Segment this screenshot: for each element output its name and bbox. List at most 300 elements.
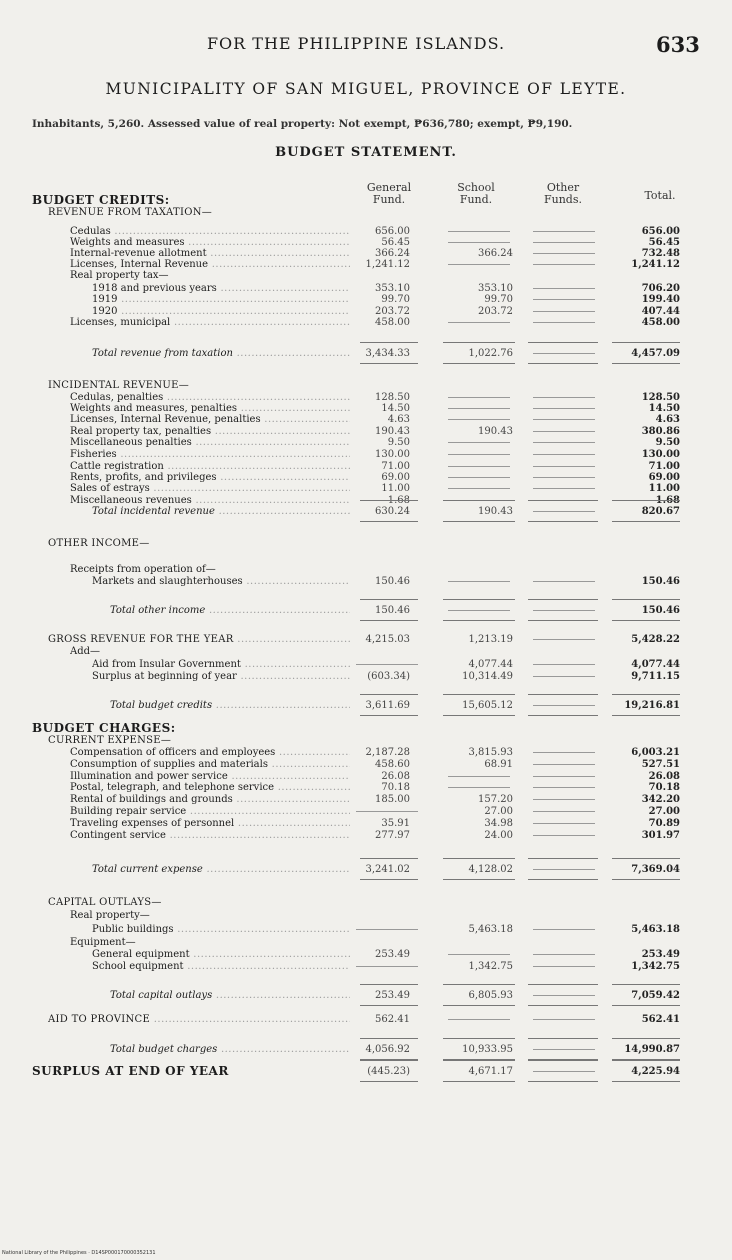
cell-general: 70.18 — [381, 782, 410, 793]
empty-cell-dash — [448, 610, 510, 611]
cell-total: 820.67 — [641, 506, 680, 517]
rule-below-total — [360, 1081, 418, 1082]
empty-cell-dash — [533, 676, 595, 677]
table-row — [0, 924, 732, 935]
cell-general: 203.72 — [375, 306, 410, 317]
cell-general: 458.60 — [375, 759, 410, 770]
cell-total: 301.97 — [641, 830, 680, 841]
empty-cell-dash — [533, 477, 595, 478]
empty-cell-dash — [533, 431, 595, 432]
page-number: 633 — [656, 32, 700, 57]
row-label: Sales of estrays ..... — [70, 483, 350, 494]
cell-total: 1,342.75 — [631, 961, 680, 972]
empty-cell-dash — [533, 253, 595, 254]
empty-cell-dash — [448, 477, 510, 478]
cell-total: 1.68 — [655, 495, 680, 506]
row-label: Total budget credits ..... — [110, 700, 350, 711]
table-row — [0, 806, 732, 817]
cell-total: 150.46 — [641, 605, 680, 616]
cell-general: 562.41 — [375, 1014, 410, 1025]
table-row — [0, 207, 732, 218]
rule-above-total — [360, 1038, 418, 1039]
cell-school: 190.43 — [478, 426, 513, 437]
cell-total: 199.40 — [641, 294, 680, 305]
rule-above-total — [612, 500, 680, 501]
cell-general: 353.10 — [375, 283, 410, 294]
rule-below-total — [360, 521, 418, 522]
rule-above-total — [360, 599, 418, 600]
table-row — [0, 830, 732, 841]
empty-cell-dash — [533, 353, 595, 354]
table-row — [0, 605, 732, 616]
row-label: Real property— — [70, 910, 150, 921]
cell-total: 71.00 — [648, 461, 680, 472]
rule-above-total — [443, 1038, 515, 1039]
rule-below-total — [443, 1081, 515, 1082]
empty-cell-dash — [533, 954, 595, 955]
cell-school: 6,805.93 — [468, 990, 513, 1001]
empty-cell-dash — [533, 929, 595, 930]
cell-general: 253.49 — [375, 990, 410, 1001]
row-label: Fisheries ..... — [70, 449, 350, 460]
row-label: Total budget charges ..... — [110, 1044, 350, 1055]
cell-general: 4.63 — [387, 414, 410, 425]
row-label: Aid from Insular Government ..... — [92, 659, 350, 670]
row-label: Postal, telegraph, and telephone service ..... — [70, 782, 350, 793]
cell-total: 4,457.09 — [631, 348, 680, 359]
empty-cell-dash — [533, 1019, 595, 1020]
cell-general: 35.91 — [381, 818, 410, 829]
table-row — [0, 437, 732, 448]
table-row — [0, 723, 732, 734]
row-label: OTHER INCOME— — [48, 538, 150, 549]
row-label: Traveling expenses of personnel ..... — [70, 818, 350, 829]
cell-total: 69.00 — [648, 472, 680, 483]
empty-cell-dash — [448, 264, 510, 265]
row-label: School equipment ..... — [92, 961, 350, 972]
table-row — [0, 461, 732, 472]
row-label: Rents, profits, and privileges ..... — [70, 472, 350, 483]
cell-school: 157.20 — [478, 794, 513, 805]
cell-total: 70.89 — [648, 818, 680, 829]
cell-general: 277.97 — [375, 830, 410, 841]
empty-cell-dash — [533, 995, 595, 996]
cell-total: 7,059.42 — [631, 990, 680, 1001]
cell-general: 190.43 — [375, 426, 410, 437]
rule-above-total — [360, 342, 418, 343]
row-label: SURPLUS AT END OF YEAR — [32, 1066, 229, 1077]
row-label: Total incidental revenue ..... — [92, 506, 350, 517]
cell-general: 150.46 — [375, 605, 410, 616]
row-label: Cattle registration ..... — [70, 461, 350, 472]
cell-general: 2,187.28 — [365, 747, 410, 758]
cell-total: 4,077.44 — [631, 659, 680, 670]
table-row — [0, 747, 732, 758]
empty-cell-dash — [533, 787, 595, 788]
empty-cell-dash — [533, 705, 595, 706]
row-label: Markets and slaughterhouses ..... — [92, 576, 350, 587]
row-label: Contingent service ..... — [70, 830, 350, 841]
empty-cell-dash — [448, 776, 510, 777]
cell-general: 3,241.02 — [365, 864, 410, 875]
cell-school: 10,933.95 — [462, 1044, 513, 1055]
cell-total: 9,711.15 — [631, 671, 680, 682]
table-row — [0, 659, 732, 670]
table-row — [0, 414, 732, 425]
cell-total: 4,225.94 — [631, 1066, 680, 1077]
rule-below-total — [612, 879, 680, 880]
empty-cell-dash — [533, 823, 595, 824]
cell-general: 3,611.69 — [365, 700, 410, 711]
row-label: Illumination and power service ..... — [70, 771, 350, 782]
row-label: Total current expense ..... — [92, 864, 350, 875]
rule-below-total — [612, 620, 680, 621]
rule-below-total — [528, 620, 598, 621]
table-row — [0, 283, 732, 294]
cell-total: 26.08 — [648, 771, 680, 782]
empty-cell-dash — [533, 1071, 595, 1072]
cell-general: 458.00 — [375, 317, 410, 328]
empty-cell-dash — [533, 581, 595, 582]
cell-school: 24.00 — [484, 830, 513, 841]
row-label: Licenses, municipal ..... — [70, 317, 350, 328]
rule-above-total — [612, 342, 680, 343]
row-label: Consumption of supplies and materials ..... — [70, 759, 350, 770]
table-row — [0, 226, 732, 237]
cell-school: 366.24 — [478, 248, 513, 259]
rule-above-total — [443, 984, 515, 985]
cell-total: 1,241.12 — [631, 259, 680, 270]
empty-cell-dash — [533, 442, 595, 443]
table-row — [0, 990, 732, 1001]
row-label: General equipment ..... — [92, 949, 350, 960]
cell-total: 130.00 — [641, 449, 680, 460]
table-row — [0, 294, 732, 305]
empty-cell-dash — [448, 581, 510, 582]
rule-below-total — [360, 363, 418, 364]
cell-total: 11.00 — [648, 483, 680, 494]
row-label: 1918 and previous years ..... — [92, 283, 350, 294]
cell-total: 527.51 — [641, 759, 680, 770]
cell-school: 190.43 — [478, 506, 513, 517]
cell-general: 9.50 — [387, 437, 410, 448]
cell-general: 99.70 — [381, 294, 410, 305]
rule-above-total — [360, 858, 418, 859]
empty-cell-dash — [533, 764, 595, 765]
empty-cell-dash — [533, 869, 595, 870]
cell-total: 656.00 — [641, 226, 680, 237]
row-label: REVENUE FROM TAXATION— — [48, 207, 213, 218]
table-row — [0, 237, 732, 248]
empty-cell-dash — [533, 454, 595, 455]
table-row — [0, 403, 732, 414]
row-label: Total other income ..... — [110, 605, 350, 616]
rule-below-total — [360, 715, 418, 716]
cell-school: 1,342.75 — [468, 961, 513, 972]
table-row — [0, 576, 732, 587]
rule-above-total — [443, 500, 515, 501]
empty-cell-dash — [448, 954, 510, 955]
empty-cell-dash — [533, 408, 595, 409]
cell-school: 4,671.17 — [468, 1066, 513, 1077]
empty-cell-dash — [533, 397, 595, 398]
rule-above-total — [443, 694, 515, 695]
empty-cell-dash — [533, 610, 595, 611]
cell-total: 150.46 — [641, 576, 680, 587]
rule-below-total — [360, 879, 418, 880]
empty-cell-dash — [448, 466, 510, 467]
rule-below-total — [443, 521, 515, 522]
table-row — [0, 392, 732, 403]
row-label: CURRENT EXPENSE— — [48, 735, 172, 746]
row-label: Weights and measures ..... — [70, 237, 350, 248]
cell-general: 11.00 — [381, 483, 410, 494]
empty-cell-dash — [448, 419, 510, 420]
rule-below-total — [528, 521, 598, 522]
cell-general: 4,215.03 — [365, 634, 410, 645]
cell-total: 6,003.21 — [631, 747, 680, 758]
row-label: Surplus at beginning of year ..... — [92, 671, 350, 682]
cell-school: 27.00 — [484, 806, 513, 817]
rule-above-total — [360, 984, 418, 985]
cell-total: 4.63 — [655, 414, 680, 425]
cell-school: 68.91 — [484, 759, 513, 770]
empty-cell-dash — [533, 488, 595, 489]
empty-cell-dash — [533, 966, 595, 967]
column-header-school: School Fund. — [457, 181, 495, 206]
rule-above-total — [528, 1060, 598, 1061]
empty-cell-dash — [533, 288, 595, 289]
municipality-title: MUNICIPALITY OF SAN MIGUEL, PROVINCE OF LEYTE. — [105, 80, 627, 98]
row-label: Public buildings ..... — [92, 924, 350, 935]
empty-cell-dash — [533, 664, 595, 665]
rule-below-total — [443, 715, 515, 716]
table-row — [0, 910, 732, 921]
table-row — [0, 248, 732, 259]
cell-total: 19,216.81 — [624, 700, 680, 711]
rule-below-total — [612, 521, 680, 522]
table-row — [0, 506, 732, 517]
footer-credit: National Library of the Philippines · D14SP000170000352131 — [2, 1250, 156, 1256]
rule-above-total — [360, 500, 418, 501]
cell-general: 656.00 — [375, 226, 410, 237]
row-label: Total capital outlays ..... — [110, 990, 350, 1001]
table-row — [0, 195, 732, 206]
table-row — [0, 794, 732, 805]
cell-school: 34.98 — [484, 818, 513, 829]
empty-cell-dash — [356, 664, 418, 665]
cell-total: 458.00 — [641, 317, 680, 328]
table-row — [0, 426, 732, 437]
table-row — [0, 449, 732, 460]
empty-cell-dash — [448, 454, 510, 455]
empty-cell-dash — [448, 488, 510, 489]
cell-general: 630.24 — [375, 506, 410, 517]
rule-below-total — [612, 363, 680, 364]
rule-above-total — [443, 1060, 515, 1061]
empty-cell-dash — [448, 397, 510, 398]
cell-school: 3,815.93 — [468, 747, 513, 758]
cell-general: 69.00 — [381, 472, 410, 483]
cell-general: 56.45 — [381, 237, 410, 248]
rule-below-total — [528, 879, 598, 880]
cell-total: 253.49 — [641, 949, 680, 960]
empty-cell-dash — [448, 231, 510, 232]
row-label: Receipts from operation of— — [70, 564, 216, 575]
row-label: Equipment— — [70, 937, 136, 948]
cell-school: 5,463.18 — [468, 924, 513, 935]
rule-below-total — [528, 715, 598, 716]
cell-general: 130.00 — [375, 449, 410, 460]
table-row — [0, 646, 732, 657]
row-label: BUDGET CHARGES: — [32, 723, 176, 734]
rule-below-total — [612, 1005, 680, 1006]
table-row — [0, 634, 732, 645]
empty-cell-dash — [533, 466, 595, 467]
cell-total: 5,463.18 — [631, 924, 680, 935]
row-label: Cedulas ..... — [70, 226, 350, 237]
rule-below-total — [443, 1005, 515, 1006]
inhabitants-line: Inhabitants, 5,260. Assessed value of real property: Not exempt, ₱636,780; exempt, ₱9,190. — [32, 118, 573, 130]
rule-above-total — [528, 984, 598, 985]
empty-cell-dash — [533, 511, 595, 512]
rule-above-total — [612, 984, 680, 985]
rule-below-total — [528, 1005, 598, 1006]
column-header-general: General Fund. — [366, 181, 412, 206]
cell-general: 71.00 — [381, 461, 410, 472]
cell-total: 14,990.87 — [624, 1044, 680, 1055]
cell-total: 562.41 — [641, 1014, 680, 1025]
table-row — [0, 818, 732, 829]
table-row — [0, 897, 732, 908]
rule-above-total — [443, 599, 515, 600]
cell-general: 1,241.12 — [365, 259, 410, 270]
cell-total: 128.50 — [641, 392, 680, 403]
empty-cell-dash — [533, 264, 595, 265]
cell-general: 128.50 — [375, 392, 410, 403]
empty-cell-dash — [533, 811, 595, 812]
empty-cell-dash — [533, 1049, 595, 1050]
rule-above-total — [528, 599, 598, 600]
empty-cell-dash — [533, 776, 595, 777]
cell-school: 1,213.19 — [468, 634, 513, 645]
empty-cell-dash — [533, 835, 595, 836]
empty-cell-dash — [448, 442, 510, 443]
cell-total: 7,369.04 — [631, 864, 680, 875]
rule-above-total — [612, 858, 680, 859]
row-label: BUDGET CREDITS: — [32, 195, 170, 206]
table-row — [0, 270, 732, 281]
empty-cell-dash — [533, 311, 595, 312]
cell-general: 14.50 — [381, 403, 410, 414]
table-row — [0, 700, 732, 711]
rule-above-total — [612, 694, 680, 695]
rule-below-total — [612, 1081, 680, 1082]
empty-cell-dash — [356, 811, 418, 812]
rule-above-total — [528, 500, 598, 501]
cell-total: 706.20 — [641, 283, 680, 294]
rule-below-total — [360, 1005, 418, 1006]
row-label: Cedulas, penalties ..... — [70, 392, 350, 403]
rule-above-total — [528, 694, 598, 695]
cell-school: 1,022.76 — [468, 348, 513, 359]
row-label: Add— — [70, 646, 101, 657]
cell-total: 9.50 — [655, 437, 680, 448]
row-label: Real property tax— — [70, 270, 169, 281]
empty-cell-dash — [533, 322, 595, 323]
table-row — [0, 1014, 732, 1025]
rule-above-total — [528, 1038, 598, 1039]
table-row — [0, 317, 732, 328]
table-row — [0, 472, 732, 483]
empty-cell-dash — [533, 299, 595, 300]
rule-above-total — [528, 342, 598, 343]
table-row — [0, 483, 732, 494]
rule-below-total — [443, 879, 515, 880]
empty-cell-dash — [533, 231, 595, 232]
budget-statement-title: BUDGET STATEMENT. — [275, 145, 457, 160]
empty-cell-dash — [533, 242, 595, 243]
row-label: Compensation of officers and employees ..... — [70, 747, 350, 758]
table-row — [0, 949, 732, 960]
row-label: AID TO PROVINCE ..... — [48, 1014, 350, 1025]
running-header: FOR THE PHILIPPINE ISLANDS. — [206, 34, 506, 53]
cell-school: 4,077.44 — [468, 659, 513, 670]
cell-school: 353.10 — [478, 283, 513, 294]
table-row — [0, 771, 732, 782]
rule-above-total — [443, 858, 515, 859]
row-label: Internal-revenue allotment ..... — [70, 248, 350, 259]
table-row — [0, 782, 732, 793]
table-row — [0, 538, 732, 549]
rule-above-total — [612, 1038, 680, 1039]
cell-total: 56.45 — [648, 237, 680, 248]
row-label: Building repair service ..... — [70, 806, 350, 817]
empty-cell-dash — [356, 966, 418, 967]
row-label: Total revenue from taxation ..... — [92, 348, 350, 359]
empty-cell-dash — [448, 322, 510, 323]
row-label: CAPITAL OUTLAYS— — [48, 897, 162, 908]
cell-school: 4,128.02 — [468, 864, 513, 875]
row-label: GROSS REVENUE FOR THE YEAR ..... — [48, 634, 350, 645]
cell-general: 253.49 — [375, 949, 410, 960]
rule-below-total — [612, 715, 680, 716]
cell-general: 150.46 — [375, 576, 410, 587]
rule-above-total — [360, 694, 418, 695]
cell-general: 26.08 — [381, 771, 410, 782]
row-label: Weights and measures, penalties ..... — [70, 403, 350, 414]
empty-cell-dash — [356, 929, 418, 930]
cell-total: 380.86 — [641, 426, 680, 437]
rule-below-total — [360, 620, 418, 621]
cell-general: 3,434.33 — [365, 348, 410, 359]
empty-cell-dash — [448, 242, 510, 243]
empty-cell-dash — [533, 419, 595, 420]
row-label: Licenses, Internal Revenue, penalties ..... — [70, 414, 350, 425]
rule-below-total — [443, 620, 515, 621]
cell-general: 4,056.92 — [365, 1044, 410, 1055]
row-label: 1919 ..... — [92, 294, 350, 305]
row-label: Miscellaneous revenues ..... — [70, 495, 350, 506]
cell-total: 14.50 — [648, 403, 680, 414]
row-label: Real property tax, penalties ..... — [70, 426, 350, 437]
empty-cell-dash — [533, 752, 595, 753]
rule-above-total — [612, 599, 680, 600]
cell-total: 27.00 — [648, 806, 680, 817]
cell-school: 10,314.49 — [462, 671, 513, 682]
rule-above-total — [528, 858, 598, 859]
cell-total: 732.48 — [641, 248, 680, 259]
